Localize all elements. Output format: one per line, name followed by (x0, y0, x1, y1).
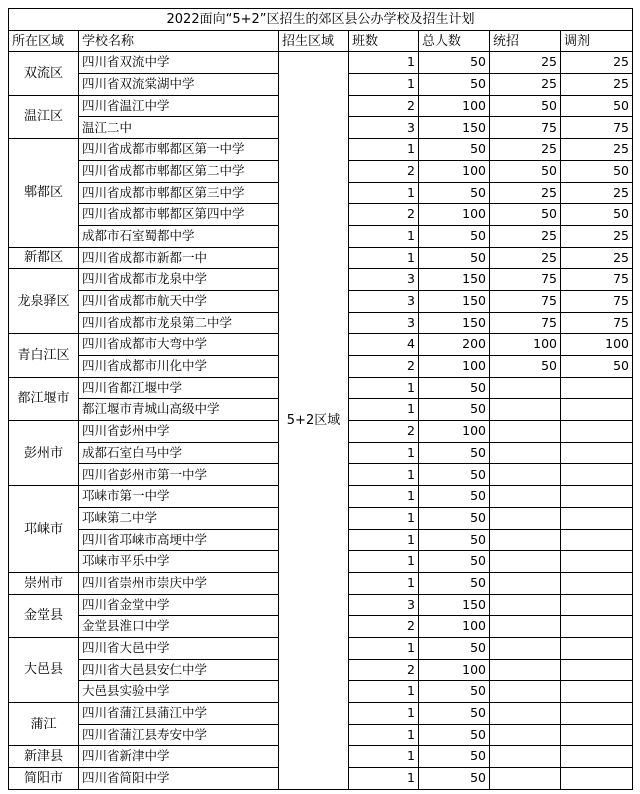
total-cell: 50 (419, 225, 490, 247)
school-name-cell: 四川省成都市航天中学 (79, 290, 279, 312)
total-cell: 150 (419, 594, 490, 616)
total-cell: 50 (419, 551, 490, 573)
adjust-cell (561, 637, 633, 659)
classes-cell: 1 (349, 746, 419, 768)
school-name-cell: 四川省双流棠湖中学 (79, 74, 279, 96)
school-name-cell: 四川省邛崃市高埂中学 (79, 529, 279, 551)
total-cell: 50 (419, 74, 490, 96)
school-name-cell: 四川省大邑县安仁中学 (79, 659, 279, 681)
unified-cell (490, 442, 561, 464)
school-name-cell: 四川省温江中学 (79, 95, 279, 117)
unified-cell (490, 377, 561, 399)
enrollment-table (8, 8, 633, 790)
adjust-cell (561, 377, 633, 399)
district-cell: 双流区 (9, 52, 79, 95)
total-cell: 100 (419, 160, 490, 182)
header-classes: 班数 (349, 30, 419, 52)
school-name-cell: 邛崃第二中学 (79, 507, 279, 529)
district-cell: 大邑县 (9, 637, 79, 702)
classes-cell: 1 (349, 74, 419, 96)
classes-cell: 1 (349, 486, 419, 508)
school-name-cell: 四川省成都市川化中学 (79, 356, 279, 378)
classes-cell: 4 (349, 334, 419, 356)
adjust-cell (561, 421, 633, 443)
unified-cell: 25 (490, 74, 561, 96)
adjust-cell: 100 (561, 334, 633, 356)
school-name-cell: 四川省成都市龙泉第二中学 (79, 312, 279, 334)
header-district: 所在区域 (9, 30, 79, 52)
total-cell: 150 (419, 312, 490, 334)
adjust-cell: 25 (561, 139, 633, 161)
classes-cell: 1 (349, 182, 419, 204)
school-name-cell: 四川省成都市新都一中 (79, 247, 279, 269)
classes-cell: 3 (349, 312, 419, 334)
adjust-cell: 25 (561, 74, 633, 96)
total-cell: 50 (419, 507, 490, 529)
total-cell: 50 (419, 442, 490, 464)
district-cell: 邛崃市 (9, 486, 79, 573)
adjust-cell: 25 (561, 225, 633, 247)
adjust-cell (561, 681, 633, 703)
school-name-cell: 都江堰市青城山高级中学 (79, 399, 279, 421)
school-name-cell: 四川省成都市郫都区第一中学 (79, 139, 279, 161)
title-row (9, 9, 633, 31)
classes-cell: 1 (349, 52, 419, 74)
enrollment-area-cell: 5+2区域 (279, 52, 349, 789)
classes-cell: 1 (349, 703, 419, 725)
unified-cell: 25 (490, 182, 561, 204)
adjust-cell: 25 (561, 247, 633, 269)
school-name-cell: 四川省大邑中学 (79, 637, 279, 659)
unified-cell (490, 572, 561, 594)
classes-cell: 3 (349, 594, 419, 616)
unified-cell (490, 551, 561, 573)
total-cell: 50 (419, 182, 490, 204)
unified-cell (490, 529, 561, 551)
adjust-cell (561, 703, 633, 725)
header-area: 招生区域 (279, 30, 349, 52)
adjust-cell: 50 (561, 356, 633, 378)
total-cell: 100 (419, 421, 490, 443)
adjust-cell: 75 (561, 312, 633, 334)
school-name-cell: 四川省简阳中学 (79, 768, 279, 790)
total-cell: 50 (419, 746, 490, 768)
school-name-cell: 四川省成都市郫都区第三中学 (79, 182, 279, 204)
school-name-cell: 四川省双流中学 (79, 52, 279, 74)
adjust-cell (561, 572, 633, 594)
unified-cell: 50 (490, 356, 561, 378)
school-name-cell: 成都石室白马中学 (79, 442, 279, 464)
classes-cell: 1 (349, 681, 419, 703)
total-cell: 50 (419, 768, 490, 790)
district-cell: 新都区 (9, 247, 79, 269)
unified-cell (490, 768, 561, 790)
classes-cell: 1 (349, 247, 419, 269)
unified-cell (490, 421, 561, 443)
unified-cell (490, 703, 561, 725)
total-cell: 150 (419, 117, 490, 139)
classes-cell: 1 (349, 724, 419, 746)
unified-cell: 50 (490, 160, 561, 182)
unified-cell (490, 746, 561, 768)
school-name-cell: 大邑县实验中学 (79, 681, 279, 703)
school-name-cell: 四川省成都市郫都区第四中学 (79, 204, 279, 226)
school-name-cell: 邛崃市第一中学 (79, 486, 279, 508)
adjust-cell: 50 (561, 95, 633, 117)
adjust-cell (561, 529, 633, 551)
school-name-cell: 四川省彭州市第一中学 (79, 464, 279, 486)
header-adjust: 调剂 (561, 30, 633, 52)
total-cell: 50 (419, 637, 490, 659)
district-cell: 金堂县 (9, 594, 79, 637)
school-name-cell: 四川省彭州中学 (79, 421, 279, 443)
unified-cell (490, 637, 561, 659)
unified-cell: 75 (490, 312, 561, 334)
unified-cell (490, 464, 561, 486)
classes-cell: 1 (349, 399, 419, 421)
unified-cell: 25 (490, 139, 561, 161)
adjust-cell: 75 (561, 269, 633, 291)
school-name-cell: 四川省成都市郫都区第二中学 (79, 160, 279, 182)
adjust-cell: 75 (561, 117, 633, 139)
classes-cell: 1 (349, 377, 419, 399)
classes-cell: 3 (349, 117, 419, 139)
unified-cell (490, 659, 561, 681)
unified-cell (490, 681, 561, 703)
school-name-cell: 四川省蒲江县蒲江中学 (79, 703, 279, 725)
school-name-cell: 四川省新津中学 (79, 746, 279, 768)
total-cell: 200 (419, 334, 490, 356)
table-row (9, 52, 633, 74)
total-cell: 50 (419, 399, 490, 421)
classes-cell: 2 (349, 204, 419, 226)
total-cell: 50 (419, 377, 490, 399)
adjust-cell (561, 442, 633, 464)
unified-cell (490, 486, 561, 508)
district-cell: 蒲江 (9, 703, 79, 746)
adjust-cell (561, 746, 633, 768)
adjust-cell (561, 507, 633, 529)
school-name-cell: 四川省崇州市崇庆中学 (79, 572, 279, 594)
classes-cell: 1 (349, 551, 419, 573)
school-name-cell: 四川省金堂中学 (79, 594, 279, 616)
adjust-cell (561, 724, 633, 746)
school-name-cell: 四川省蒲江县寿安中学 (79, 724, 279, 746)
unified-cell: 25 (490, 225, 561, 247)
unified-cell: 75 (490, 117, 561, 139)
adjust-cell (561, 486, 633, 508)
district-cell: 青白江区 (9, 334, 79, 377)
total-cell: 50 (419, 464, 490, 486)
unified-cell: 25 (490, 247, 561, 269)
school-name-cell: 四川省成都市龙泉中学 (79, 269, 279, 291)
total-cell: 150 (419, 290, 490, 312)
adjust-cell (561, 659, 633, 681)
total-cell: 150 (419, 269, 490, 291)
adjust-cell (561, 551, 633, 573)
adjust-cell: 50 (561, 160, 633, 182)
total-cell: 100 (419, 95, 490, 117)
total-cell: 50 (419, 139, 490, 161)
classes-cell: 2 (349, 95, 419, 117)
classes-cell: 1 (349, 637, 419, 659)
adjust-cell (561, 399, 633, 421)
unified-cell (490, 724, 561, 746)
classes-cell: 3 (349, 290, 419, 312)
classes-cell: 1 (349, 529, 419, 551)
unified-cell: 50 (490, 204, 561, 226)
adjust-cell: 50 (561, 204, 633, 226)
total-cell: 50 (419, 52, 490, 74)
adjust-cell: 75 (561, 290, 633, 312)
total-cell: 100 (419, 204, 490, 226)
classes-cell: 1 (349, 507, 419, 529)
district-cell: 都江堰市 (9, 377, 79, 420)
header-row (9, 30, 633, 52)
total-cell: 50 (419, 247, 490, 269)
classes-cell: 2 (349, 616, 419, 638)
adjust-cell (561, 464, 633, 486)
district-cell: 郫都区 (9, 139, 79, 247)
district-cell: 崇州市 (9, 572, 79, 594)
header-school: 学校名称 (79, 30, 279, 52)
total-cell: 50 (419, 703, 490, 725)
total-cell: 50 (419, 681, 490, 703)
classes-cell: 1 (349, 768, 419, 790)
total-cell: 100 (419, 616, 490, 638)
classes-cell: 2 (349, 356, 419, 378)
district-cell: 简阳市 (9, 768, 79, 790)
adjust-cell: 25 (561, 52, 633, 74)
header-total: 总人数 (419, 30, 490, 52)
adjust-cell (561, 616, 633, 638)
total-cell: 50 (419, 572, 490, 594)
total-cell: 100 (419, 356, 490, 378)
school-name-cell: 邛崃市平乐中学 (79, 551, 279, 573)
district-cell: 温江区 (9, 95, 79, 138)
header-unified: 统招 (490, 30, 561, 52)
district-cell: 龙泉驿区 (9, 269, 79, 334)
unified-cell (490, 399, 561, 421)
school-name-cell: 四川省都江堰中学 (79, 377, 279, 399)
school-name-cell: 四川省成都市大弯中学 (79, 334, 279, 356)
school-name-cell: 金堂县淮口中学 (79, 616, 279, 638)
unified-cell: 50 (490, 95, 561, 117)
unified-cell: 25 (490, 52, 561, 74)
unified-cell: 75 (490, 269, 561, 291)
district-cell: 彭州市 (9, 421, 79, 486)
unified-cell: 75 (490, 290, 561, 312)
total-cell: 50 (419, 529, 490, 551)
unified-cell (490, 507, 561, 529)
total-cell: 50 (419, 486, 490, 508)
classes-cell: 1 (349, 139, 419, 161)
district-cell: 新津县 (9, 746, 79, 768)
adjust-cell (561, 594, 633, 616)
total-cell: 100 (419, 659, 490, 681)
classes-cell: 2 (349, 421, 419, 443)
classes-cell: 1 (349, 464, 419, 486)
unified-cell: 100 (490, 334, 561, 356)
unified-cell (490, 594, 561, 616)
classes-cell: 1 (349, 572, 419, 594)
classes-cell: 2 (349, 659, 419, 681)
classes-cell: 1 (349, 225, 419, 247)
classes-cell: 3 (349, 269, 419, 291)
unified-cell (490, 616, 561, 638)
table-title: 2022面向“5+2”区招生的郊区县公办学校及招生计划 (9, 9, 633, 31)
school-name-cell: 成都市石室蜀都中学 (79, 225, 279, 247)
adjust-cell: 25 (561, 182, 633, 204)
adjust-cell (561, 768, 633, 790)
classes-cell: 2 (349, 160, 419, 182)
classes-cell: 1 (349, 442, 419, 464)
school-name-cell: 温江二中 (79, 117, 279, 139)
total-cell: 50 (419, 724, 490, 746)
